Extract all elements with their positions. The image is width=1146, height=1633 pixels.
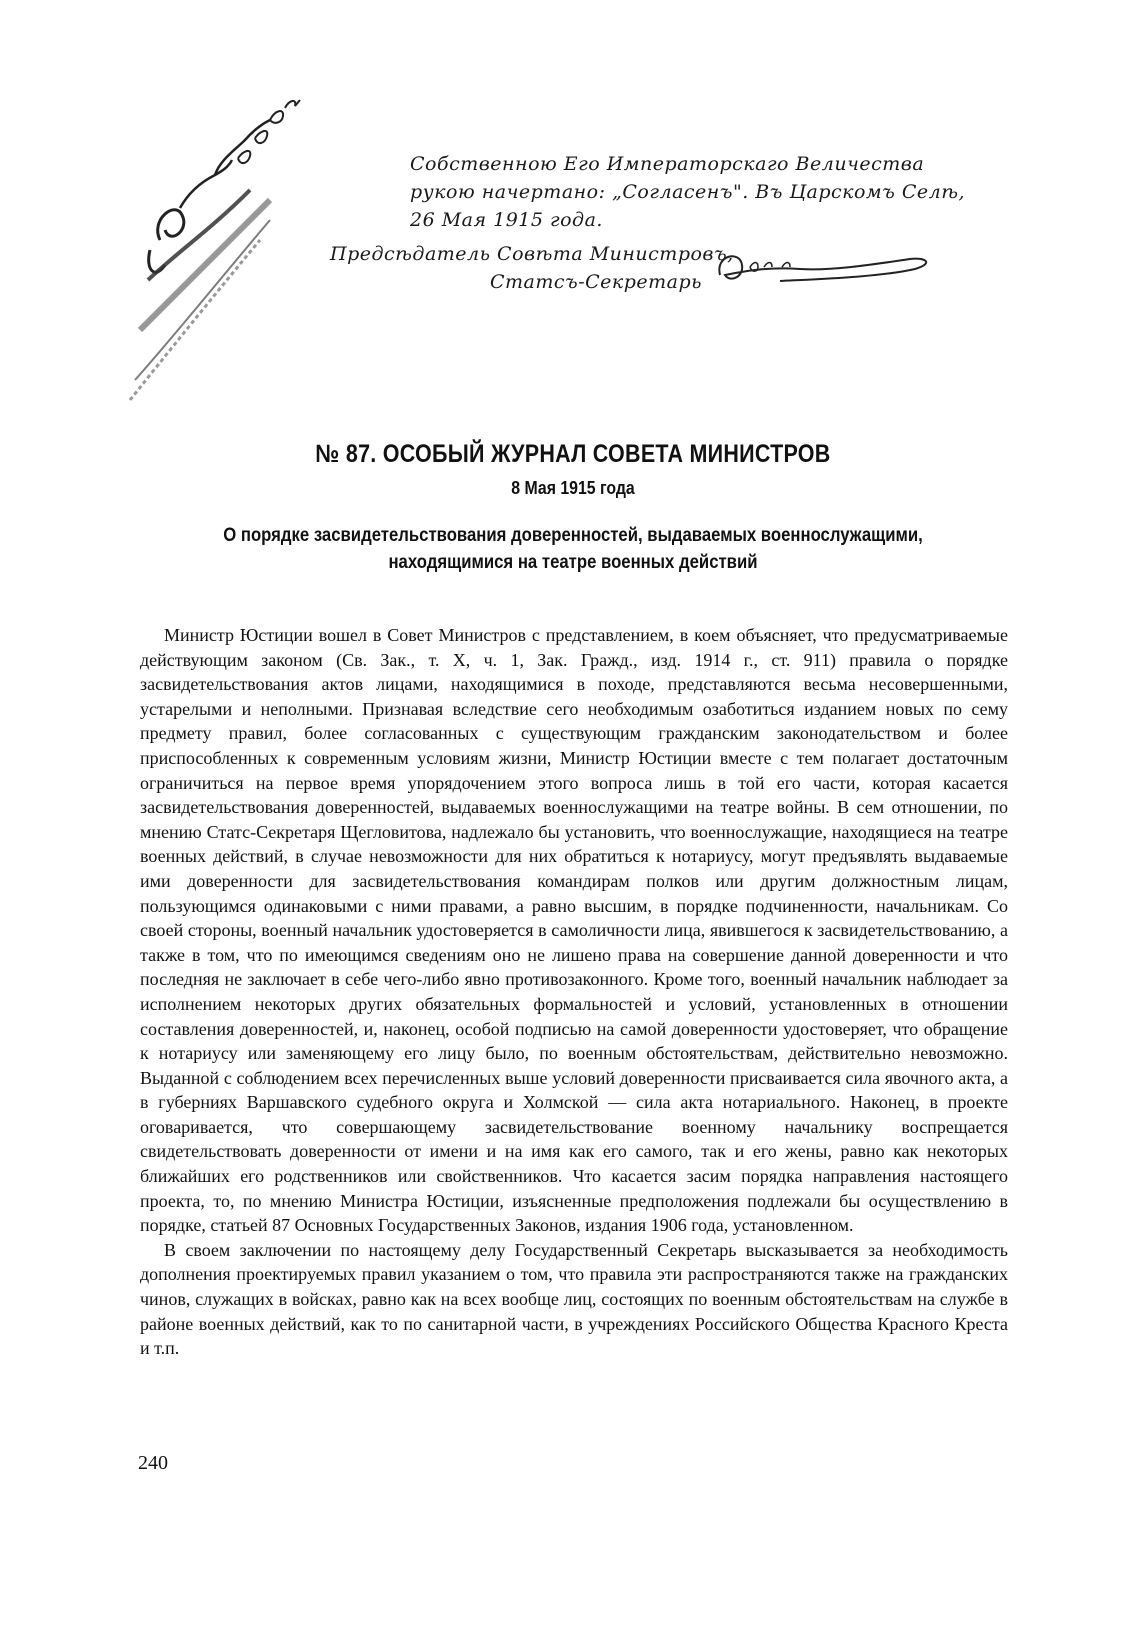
document-body bbox=[140, 623, 1008, 1361]
page-number: 240 bbox=[138, 1452, 168, 1474]
handwritten-approval-note bbox=[120, 80, 320, 420]
body-paragraph: Министр Юстиции вошел в Совет Министров с представлением, в коем объясняет, что предусматриваемые действующим законом (Св. Зак., т. X, ч. 1, Зак. Гражд., изд. 1914 г., ст. 911) правила о порядке засвидетельствования актов лицами, находящимися в походе, представляются весьма несовершенными, устарелыми и неполными. Признавая вследствие сего необходимым озаботиться изданием новых по сему предмету правил, более согласованных с существующим гражданским законодательством и более приспособленных к современным условиям жизни, Министр Юстиции вместе с тем полагает достаточным ограничиться на первое время упорядочением этого вопроса лишь в той его части, которая касается засвидетельствования доверенностей, выдаваемых военнослужащими на театре войны. В сем отношении, по мнению Статс-Секретаря Щегловитова, надлежало бы установить, что военнослужащие, находящиеся на театре военных действий, в случае невозможности для них обратиться к нотариусу, могут предъявлять выдаваемые ими доверенности для засвидетельствования командирам полков или другим должностным лицам, пользующимся одинаковыми с ними правами, а равно высшим, в порядке подчиненности, начальникам. Со своей стороны, военный начальник удостоверяется в самоличности лица, явившегося к засвидетельствованию, а также в том, что по имеющимся сведениям оно не лишено права на совершение данной доверенности и что последняя не заключает в себе чего-либо явно противозаконного. Кроме того, военный начальник наблюдает за исполнением некоторых других обязательных формальностей и условий, установленных в отношении составления доверенностей, и, наконец, особой подписью на самой доверенности удостоверяет, что обращение к нотариусу или заменяющему его лицу было, по военным обстоятельствам, действительно невозможно. Выданной с соблюдением всех перечисленных выше условий доверенности присваивается сила явочного акта, а в губерниях Варшавского судебного округа и Холмской — сила акта нотариального. Наконец, в проекте оговаривается, что совершающему засвидетельствование военному начальнику воспрещается свидетельствовать доверенности от имени и на имя как его самого, так и его жены, равно как некоторых ближайших его родственников или свойственников. Что касается засим порядка направления настоящего проекта, то, по мнению Министра Юстиции, изъясненные предположения подлежали бы осуществлению в порядке, статьей 87 Основных Государственных Законов, издания 1906 года, установленном. bbox=[140, 625, 1008, 1236]
document-subtitle: О порядке засвидетельствования доверенностей, выдаваемых военнослужащими, находящимися на театре военных действий bbox=[223, 525, 923, 573]
resolution-line: Статсъ-Секретарь bbox=[490, 271, 703, 293]
resolution-line: 26 Мая 1915 года. bbox=[410, 209, 603, 231]
document-title: № 87. ОСОБЫЙ ЖУРНАЛ СОВЕТА МИНИСТРОВ bbox=[315, 440, 831, 468]
signature bbox=[710, 245, 940, 290]
resolution-line: рукою начертано: „Согласенъ". Въ Царскомъ Селѣ, bbox=[410, 181, 966, 203]
document-date: 8 Мая 1915 года bbox=[511, 478, 635, 498]
handwritten-resolution bbox=[120, 80, 966, 420]
body-paragraph: В своем заключении по настоящему делу Государственный Секретарь высказывается за необходимость дополнения проектируемых правил указанием о том, что правила эти распространяются также на гражданских чинов, служащих в войсках, равно как на всех вообще лиц, состоящих по военным обстоятельствам на службе в районе военных действий, как то по санитарной части, в учреждениях Российского Общества Красного Креста и т.п. bbox=[140, 1239, 1008, 1359]
resolution-line: Предсѣдатель Совѣта Министровъ, bbox=[330, 243, 734, 265]
resolution-line: Собственною Его Императорскаго Величества bbox=[410, 153, 925, 175]
